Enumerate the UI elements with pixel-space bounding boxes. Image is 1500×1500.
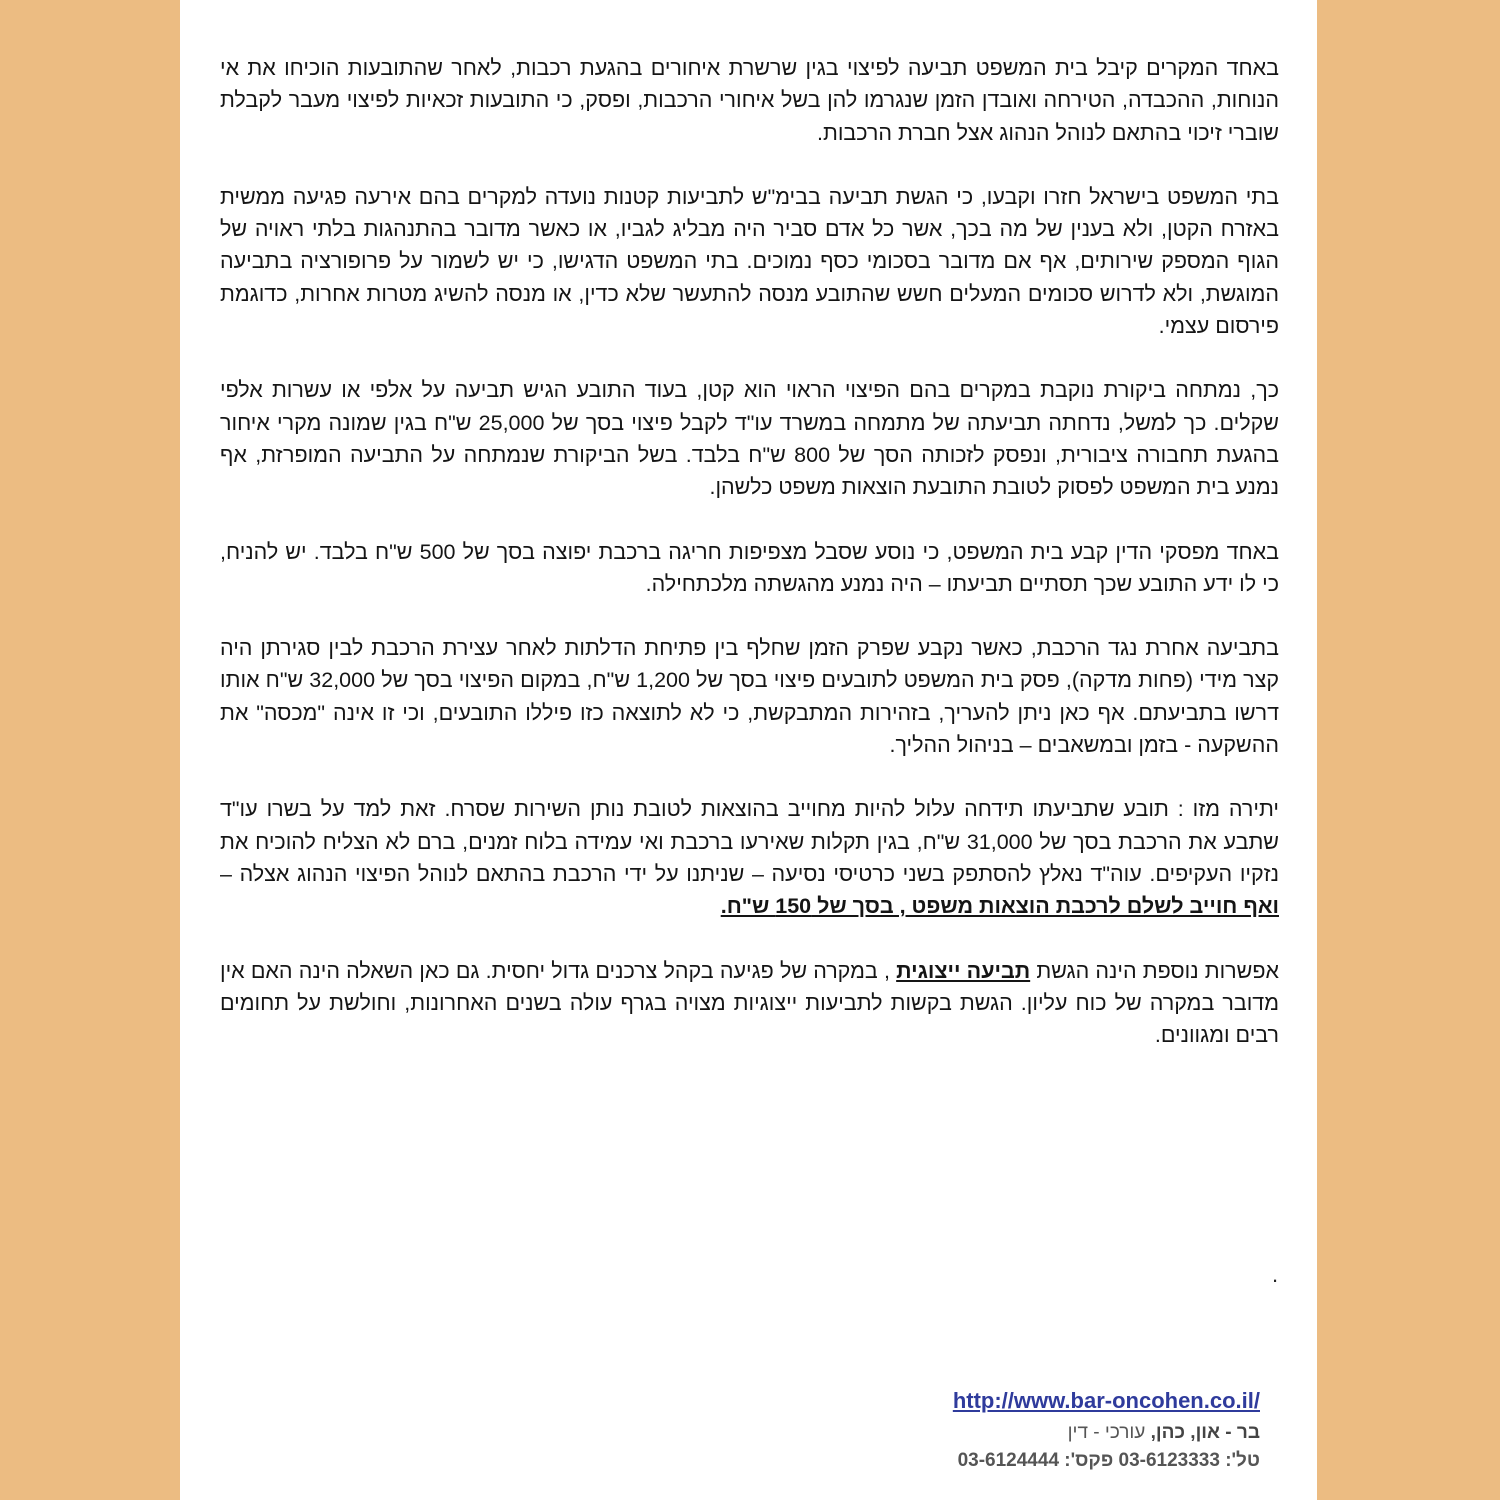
paragraph-6-text: יתירה מזו : תובע שתביעתו תידחה עלול להיות מחוייב בהוצאות לטובת נותן השירות שסרח. זאת למד על בשרו עו"ד שתבע את הרכבת בסך של 31,000 ש"ח, בגין תקלות שאירעו ברכבת ואי עמידה בלוח זמנים, ברם לא הצליח להוכיח את נזקיו העקיפים. עוה"ד נאלץ להסתפק בשני כרטיסי נסיעה – שניתנו על ידי הרכבת בהתאם לנוהל הפיצוי הנהוג אצלה – bbox=[220, 797, 1279, 886]
paragraph-7-text-a: אפשרות נוספת הינה הגשת bbox=[1036, 958, 1279, 983]
article-body bbox=[220, 52, 1279, 1083]
firm-title: עורכי - דין bbox=[1067, 1422, 1146, 1443]
paragraph-3: כך, נמתחה ביקורת נוקבת במקרים בהם הפיצוי הראוי הוא קטן, בעוד התובע הגיש תביעה על אלפי או עשרות אלפי שקלים. כך למשל, נדחתה תביעתה של מתמחה במשרד עו"ד לקבל פיצוי בסך של 25,000 ש"ח בגין שמונה מקרי איחור בהגעת תחבורה ציבורית, ונפסק לזכותה הסך של 800 ש"ח בלבד. בשל הביקורת שנמתחה על התביעה המופרזת, אף נמנע בית המשפט לפסוק לטובת התובעת הוצאות משפט כלשהן. bbox=[220, 378, 1279, 500]
firm-name: בר - און, כהן, bbox=[1150, 1422, 1260, 1443]
website-link[interactable]: http://www.bar-oncohen.co.il/ bbox=[952, 1388, 1260, 1413]
paragraph-2: בתי המשפט בישראל חזרו וקבעו, כי הגשת תביעה בבימ"ש לתביעות קטנות נועדה למקרים בהם אירעה פגיעה ממשית באזרח הקטן, ולא בענין של מה בכך, אשר כל אדם סביר היה מבליג לגביו, או כאשר מדובר בהתנהגות בלתי ראויה של הגוף המספק שירותים, אף אם מדובר בסכומי כסף נמוכים. בתי המשפט הדגישו, כי יש לשמור על פרופורציה בתביעה המוגשת, ולא לדרוש סכומים המעלים חשש שהתובע מנסה להתעשר שלא כדין, או מנסה להשיג מטרות אחרות, כדוגמת פירסום עצמי. bbox=[220, 184, 1279, 339]
paragraph-7-text-b: , במקרה של פגיעה בקהל צרכנים גדול יחסית. גם כאן השאלה הינה האם אין מדובר במקרה של כוח עליון. הגשת בקשות לתביעות ייצוגיות מצויה בגרף עולה בשנים האחרונות, וחולשת על תחומים רבים ומגוונים. bbox=[220, 958, 1279, 1048]
paragraph-5: בתביעה אחרת נגד הרכבת, כאשר נקבע שפרק הזמן שחלף בין פתיחת הדלתות לאחר עצירת הרכבת לבין סגירתן היה קצר מידי (פחות מדקה), פסק בית המשפט לתובעים פיצוי בסך של 1,200 ש"ח, במקום הפיצוי בסך של 32,000 ש"ח אותו דרשו בתביעתם. אף כאן ניתן להעריך, בזהירות המתבקשת, כי לא לתוצאה כזו פיללו התובעים, וכי זו אינה "מכסה" את ההשקעה - בזמן ובמשאבים – בניהול ההליך. bbox=[220, 636, 1280, 758]
paragraph-7 bbox=[220, 955, 1279, 1052]
footer bbox=[880, 1388, 1260, 1472]
paragraph-4: באחד מפסקי הדין קבע בית המשפט, כי נוסע שסבל מצפיפות חריגה ברכבת יפוצה בסך של 500 ש"ח בלבד. יש להניח, כי לו ידע התובע שכך תסתיים תביעתו – היה נמנע מהגשתה מלכתחילה. bbox=[220, 539, 1279, 596]
paragraph-6 bbox=[220, 793, 1279, 922]
document-page bbox=[180, 0, 1317, 1500]
class-action-term: תביעה ייצוגית bbox=[896, 958, 1031, 983]
paragraph-6-bold: ואף חוייב לשלם לרכבת הוצאות משפט , בסך של 150 ש"ח. bbox=[720, 894, 1279, 919]
contact-phones: טל': 03-6123333 פקס': 03-6124444 bbox=[957, 1450, 1260, 1471]
firm-line bbox=[880, 1422, 1260, 1444]
trailing-dot: . bbox=[1272, 1262, 1279, 1287]
paragraph-1: באחד המקרים קיבל בית המשפט תביעה לפיצוי בגין שרשרת איחורים בהגעת רכבות, לאחר שהתובעות הוכיחו את אי הנוחות, ההכבדה, הטירחה ואובדן הזמן שנגרמו להן בשל איחורי הרכבות, ופסק, כי התובעות זכאיות לפיצוי מעבר לקבלת שוברי זיכוי בהתאם לנוהל הנהוג אצל חברת הרכבות. bbox=[220, 56, 1279, 145]
